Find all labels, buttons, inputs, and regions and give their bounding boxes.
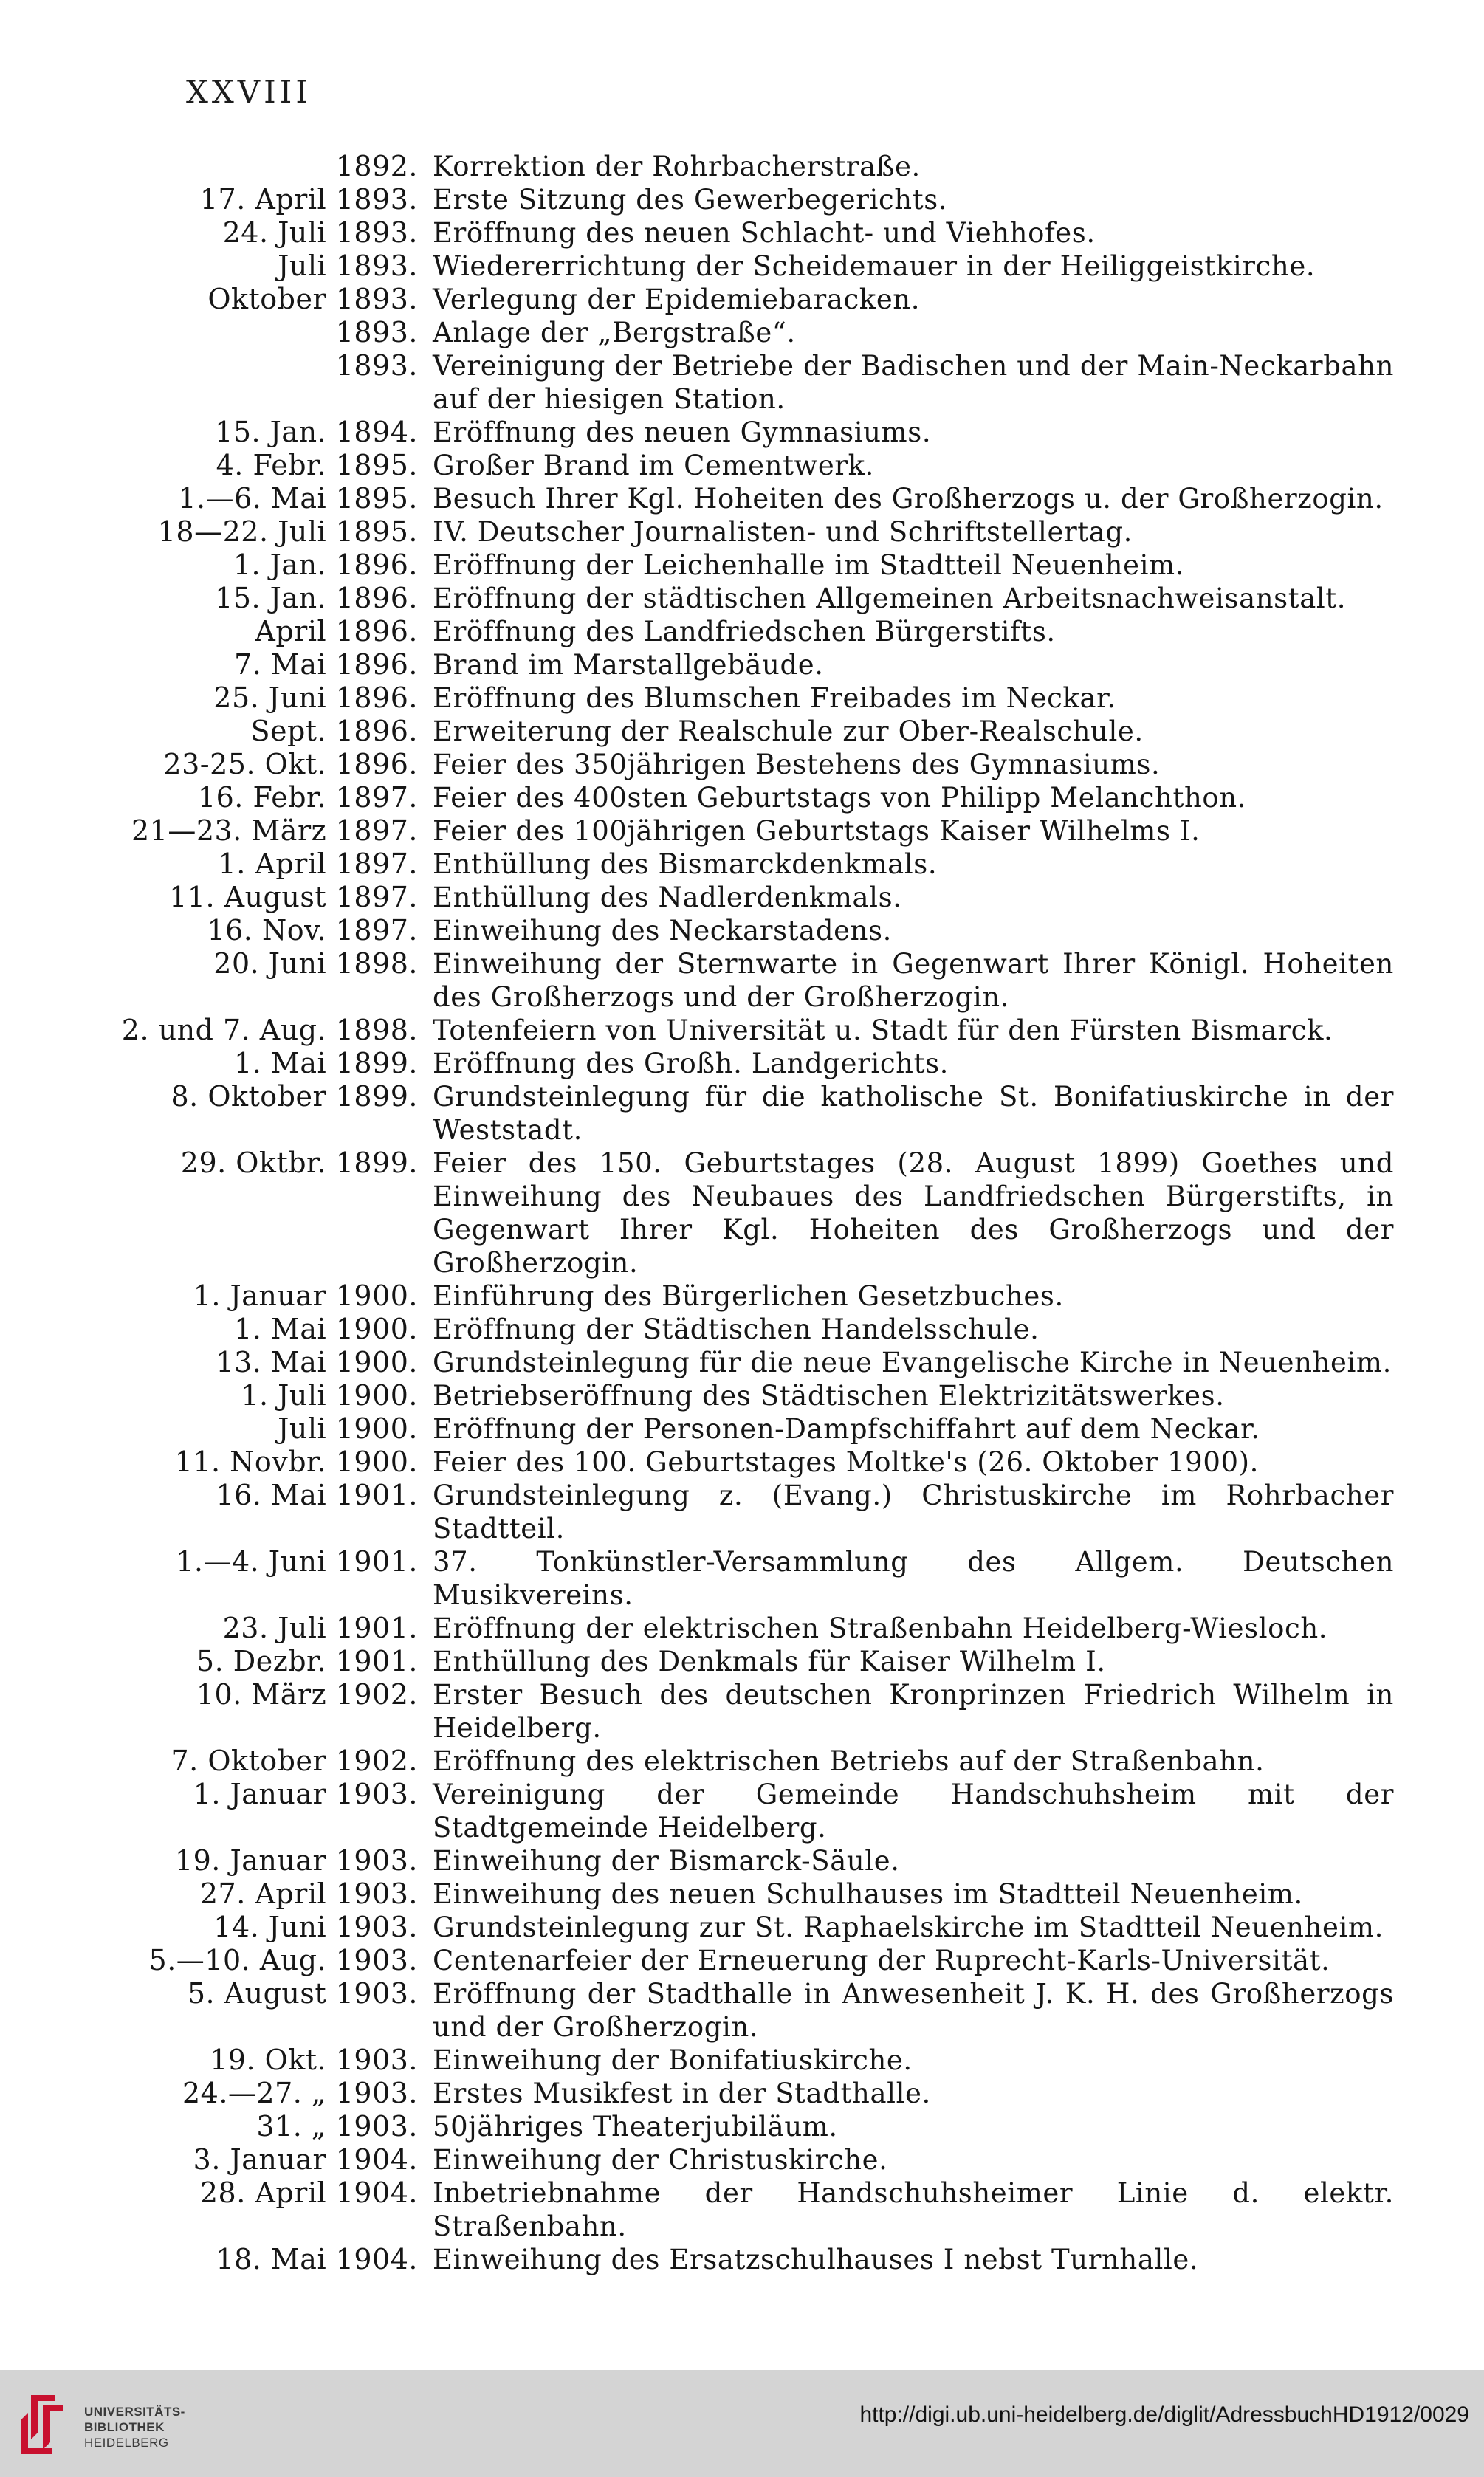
entry-date: Oktober 1893. — [207, 283, 418, 315]
chronicle-entry — [0, 1014, 1484, 1047]
chronicle-entry — [0, 2077, 1484, 2110]
entry-date: April 1896. — [255, 615, 418, 647]
entry-date: 23-25. Okt. 1896. — [163, 748, 418, 780]
entry-text: Grundsteinlegung für die katholische St. Bonifatiuskirche in der Weststadt. — [433, 1081, 1394, 1146]
entry-date: 1. Mai 1900. — [234, 1313, 418, 1345]
entry-date: 1. Mai 1899. — [234, 1047, 418, 1079]
chronicle-entry — [0, 1313, 1484, 1346]
chronicle-entry — [0, 1047, 1484, 1080]
entry-date: 1.—4. Juni 1901. — [176, 1545, 418, 1578]
logo-line-2: BIBLIOTHEK — [84, 2420, 165, 2434]
entry-text: Verlegung der Epidemiebaracken. — [433, 284, 921, 315]
logo-line-1: UNIVERSITÄTS- — [84, 2405, 185, 2419]
entry-date: 24.—27. „ 1903. — [182, 2077, 418, 2109]
chronicle-entry — [0, 1612, 1484, 1645]
entry-date: 29. Oktbr. 1899. — [180, 1147, 418, 1179]
entry-date: 20. Juni 1898. — [213, 947, 418, 980]
entry-date: 4. Febr. 1895. — [216, 449, 418, 481]
entry-date: 1893. — [335, 316, 418, 348]
entry-text: Feier des 350jährigen Bestehens des Gymnasiums. — [433, 749, 1161, 780]
source-url-link[interactable]: http://digi.ub.uni-heidelberg.de/diglit/AdressbuchHD1912/0029 — [859, 2402, 1469, 2427]
chronicle-entry — [0, 1911, 1484, 1944]
entry-date: 17. April 1893. — [199, 183, 418, 216]
entry-text: Grundsteinlegung für die neue Evangelische Kirche in Neuenheim. — [433, 1347, 1392, 1378]
chronicle-entry — [0, 449, 1484, 482]
entry-date: 7. Mai 1896. — [234, 648, 418, 681]
entry-text: Einweihung des Neckarstadens. — [433, 915, 892, 947]
entry-text: Inbetriebnahme der Handschuhsheimer Linie d. elektr. Straßenbahn. — [433, 2177, 1394, 2242]
entry-text: Erste Sitzung des Gewerbegerichts. — [433, 184, 948, 216]
chronicle-entry — [0, 515, 1484, 549]
entry-text: Betriebseröffnung des Städtischen Elektrizitätswerkes. — [433, 1380, 1225, 1412]
entry-text: Brand im Marstallgebäude. — [433, 649, 824, 681]
chronicle-entry — [0, 1877, 1484, 1911]
entry-date: 19. Okt. 1903. — [210, 2044, 418, 2076]
entry-date: 16. Febr. 1897. — [197, 781, 418, 814]
entry-text: Grundsteinlegung z. (Evang.) Christuskirche im Rohrbacher Stadtteil. — [433, 1480, 1394, 1545]
entry-text: Eröffnung der Städtischen Handelsschule. — [433, 1313, 1040, 1345]
entry-text: 50jähriges Theaterjubiläum. — [433, 2111, 838, 2143]
chronicle-entry — [0, 1645, 1484, 1678]
entry-date: 7. Oktober 1902. — [171, 1745, 418, 1777]
entry-date: Juli 1893. — [278, 250, 418, 282]
chronicle-entry — [0, 1678, 1484, 1745]
chronicle-entry — [0, 1379, 1484, 1412]
chronicle-entry — [0, 748, 1484, 781]
chronicle-entry — [0, 681, 1484, 715]
entry-text: Eröffnung des Blumschen Freibades im Neckar. — [433, 682, 1116, 714]
chronicle-entry — [0, 482, 1484, 515]
entry-date: 1. Jan. 1896. — [233, 549, 418, 581]
chronicle-entry — [0, 1545, 1484, 1612]
entry-date: 24. Juli 1893. — [222, 216, 418, 249]
chronicle-entry — [0, 781, 1484, 814]
entry-date: 5. August 1903. — [187, 1977, 418, 2010]
chronicle-entry — [0, 250, 1484, 283]
chronicle-entry — [0, 349, 1484, 416]
chronicle-entry — [0, 283, 1484, 316]
entry-date: 1. Januar 1903. — [193, 1778, 418, 1810]
entry-date: 1.—6. Mai 1895. — [178, 482, 418, 515]
entry-date: 23. Juli 1901. — [222, 1612, 418, 1644]
entry-text: Eröffnung der Personen-Dampfschiffahrt auf dem Neckar. — [433, 1413, 1260, 1445]
entry-text: 37. Tonkünstler-Versammlung des Allgem. Deutschen Musikvereins. — [433, 1546, 1394, 1611]
entry-date: 3. Januar 1904. — [193, 2143, 418, 2176]
entry-text: Vereinigung der Gemeinde Handschuhsheim mit der Stadtgemeinde Heidelberg. — [433, 1779, 1394, 1844]
chronicle-entry — [0, 914, 1484, 947]
chronicle-list — [0, 150, 1484, 2276]
entry-text: Anlage der „Bergstraße“. — [433, 317, 796, 348]
chronicle-entry — [0, 2044, 1484, 2077]
entry-text: Erstes Musikfest in der Stadthalle. — [433, 2078, 931, 2109]
entry-text: Feier des 400sten Geburtstags von Philipp Melanchthon. — [433, 782, 1247, 814]
entry-date: 14. Juni 1903. — [213, 1911, 418, 1943]
chronicle-entry — [0, 615, 1484, 648]
entry-text: Eröffnung des Landfriedschen Bürgerstifts. — [433, 616, 1056, 647]
entry-text: Feier des 100. Geburtstages Moltke's (26. Oktober 1900). — [433, 1446, 1259, 1478]
chronicle-entry — [0, 1346, 1484, 1379]
entry-date: 8. Oktober 1899. — [171, 1080, 418, 1113]
entry-text: Wiedererrichtung der Scheidemauer in der Heiliggeistkirche. — [433, 250, 1316, 282]
entry-text: Eröffnung der Stadthalle in Anwesenheit J. K. H. des Großherzogs und der Großherzogin. — [433, 1978, 1394, 2043]
chronicle-entry — [0, 582, 1484, 615]
chronicle-entry — [0, 648, 1484, 681]
entry-date: 2. und 7. Aug. 1898. — [121, 1014, 418, 1046]
chronicle-entry — [0, 1446, 1484, 1479]
entry-text: Einführung des Bürgerlichen Gesetzbuches. — [433, 1280, 1064, 1312]
chronicle-entry — [0, 216, 1484, 250]
entry-text: Vereinigung der Betriebe der Badischen und der Main-Neckarbahn auf der hiesigen Station. — [433, 350, 1394, 415]
footer-bar — [0, 2370, 1484, 2477]
chronicle-entry — [0, 947, 1484, 1014]
chronicle-entry — [0, 183, 1484, 216]
entry-text: Erster Besuch des deutschen Kronprinzen Friedrich Wilhelm in Heidelberg. — [433, 1679, 1394, 1744]
entry-date: 16. Nov. 1897. — [207, 914, 418, 947]
entry-text: Centenarfeier der Erneuerung der Ruprecht-Karls-Universität. — [433, 1945, 1330, 1976]
chronicle-entry — [0, 549, 1484, 582]
entry-text: Feier des 100jährigen Geburtstags Kaiser Wilhelms I. — [433, 815, 1200, 847]
page-number: XXVIII — [186, 74, 312, 110]
entry-text: Grundsteinlegung zur St. Raphaelskirche im Stadtteil Neuenheim. — [433, 1911, 1384, 1943]
library-logo-icon — [16, 2391, 74, 2459]
chronicle-entry — [0, 2110, 1484, 2143]
entry-date: 15. Jan. 1896. — [215, 582, 418, 614]
entry-text: Totenfeiern von Universität u. Stadt für den Fürsten Bismarck. — [433, 1014, 1333, 1046]
entry-text: Eröffnung des neuen Schlacht- und Viehhofes. — [433, 217, 1096, 249]
entry-date: 11. August 1897. — [169, 881, 418, 913]
chronicle-entry — [0, 416, 1484, 449]
chronicle-entry — [0, 1080, 1484, 1147]
entry-text: Einweihung der Bismarck-Säule. — [433, 1845, 900, 1877]
entry-text: Erweiterung der Realschule zur Ober-Realschule. — [433, 715, 1144, 747]
chronicle-entry — [0, 1844, 1484, 1877]
entry-date: 10. März 1902. — [196, 1678, 418, 1711]
chronicle-entry — [0, 881, 1484, 914]
entry-text: Einweihung der Sternwarte in Gegenwart Ihrer Königl. Hoheiten des Großherzogs und der Großherzogin. — [433, 948, 1394, 1013]
entry-date: 5.—10. Aug. 1903. — [148, 1944, 418, 1976]
entry-text: Einweihung des neuen Schulhauses im Stadtteil Neuenheim. — [433, 1878, 1303, 1910]
entry-text: Einweihung der Bonifatiuskirche. — [433, 2044, 913, 2076]
entry-date: 5. Dezbr. 1901. — [196, 1645, 418, 1677]
entry-date: 1. April 1897. — [218, 848, 418, 880]
logo-line-3: HEIDELBERG — [84, 2436, 169, 2450]
entry-date: 13. Mai 1900. — [216, 1346, 418, 1378]
entry-date: 19. Januar 1903. — [174, 1844, 418, 1877]
chronicle-entry — [0, 2177, 1484, 2243]
library-logo-text — [84, 2404, 185, 2450]
chronicle-entry — [0, 1412, 1484, 1446]
entry-text: Besuch Ihrer Kgl. Hoheiten des Großherzogs u. der Großherzogin. — [433, 483, 1384, 515]
chronicle-entry — [0, 814, 1484, 848]
entry-date: 21—23. März 1897. — [131, 814, 418, 847]
entry-date: 11. Novbr. 1900. — [174, 1446, 418, 1478]
chronicle-entry — [0, 1944, 1484, 1977]
entry-text: Einweihung des Ersatzschulhauses I nebst Turnhalle. — [433, 2244, 1199, 2275]
chronicle-entry — [0, 1745, 1484, 1778]
entry-text: Enthüllung des Nadlerdenkmals. — [433, 882, 902, 913]
entry-text: Eröffnung der städtischen Allgemeinen Arbeitsnachweisanstalt. — [433, 583, 1347, 614]
entry-text: Eröffnung der Leichenhalle im Stadtteil Neuenheim. — [433, 549, 1185, 581]
entry-date: 1892. — [335, 150, 418, 182]
entry-date: 18. Mai 1904. — [216, 2243, 418, 2275]
entry-date: 31. „ 1903. — [256, 2110, 418, 2143]
entry-text: Korrektion der Rohrbacherstraße. — [433, 151, 921, 182]
entry-date: 25. Juni 1896. — [213, 681, 418, 714]
entry-text: Eröffnung der elektrischen Straßenbahn Heidelberg-Wiesloch. — [433, 1612, 1328, 1644]
entry-date: 28. April 1904. — [199, 2177, 418, 2209]
entry-date: Juli 1900. — [278, 1412, 418, 1445]
entry-date: 1. Juli 1900. — [241, 1379, 418, 1412]
entry-date: 1893. — [335, 349, 418, 382]
entry-text: Enthüllung des Denkmals für Kaiser Wilhelm I. — [433, 1646, 1106, 1677]
entry-text: Eröffnung des Großh. Landgerichts. — [433, 1048, 949, 1079]
chronicle-entry — [0, 316, 1484, 349]
entry-date: Sept. 1896. — [250, 715, 418, 747]
entry-text: Feier des 150. Geburtstages (28. August 1899) Goethes und Einweihung des Neubaues des Landfriedschen Bürgerstifts, in Gegenwart Ihrer Kgl. Hoheiten des Großherzogs und der Großherzogin. — [433, 1147, 1394, 1279]
chronicle-entry — [0, 2143, 1484, 2177]
chronicle-entry — [0, 1147, 1484, 1279]
entry-text: Einweihung der Christuskirche. — [433, 2144, 888, 2176]
chronicle-entry — [0, 1778, 1484, 1844]
entry-date: 1. Januar 1900. — [193, 1279, 418, 1312]
entry-text: Eröffnung des neuen Gymnasiums. — [433, 416, 932, 448]
chronicle-entry — [0, 1977, 1484, 2044]
chronicle-entry — [0, 150, 1484, 183]
chronicle-entry — [0, 848, 1484, 881]
entry-text: IV. Deutscher Journalisten- und Schriftstellertag. — [433, 516, 1133, 548]
entry-date: 27. April 1903. — [199, 1877, 418, 1910]
entry-text: Enthüllung des Bismarckdenkmals. — [433, 848, 938, 880]
entry-date: 18—22. Juli 1895. — [157, 515, 418, 548]
chronicle-entry — [0, 2243, 1484, 2276]
chronicle-entry — [0, 1479, 1484, 1545]
chronicle-entry — [0, 715, 1484, 748]
chronicle-entry — [0, 1279, 1484, 1313]
entry-date: 16. Mai 1901. — [216, 1479, 418, 1511]
entry-text: Eröffnung des elektrischen Betriebs auf der Straßenbahn. — [433, 1745, 1265, 1777]
entry-text: Großer Brand im Cementwerk. — [433, 450, 874, 481]
entry-date: 15. Jan. 1894. — [215, 416, 418, 448]
